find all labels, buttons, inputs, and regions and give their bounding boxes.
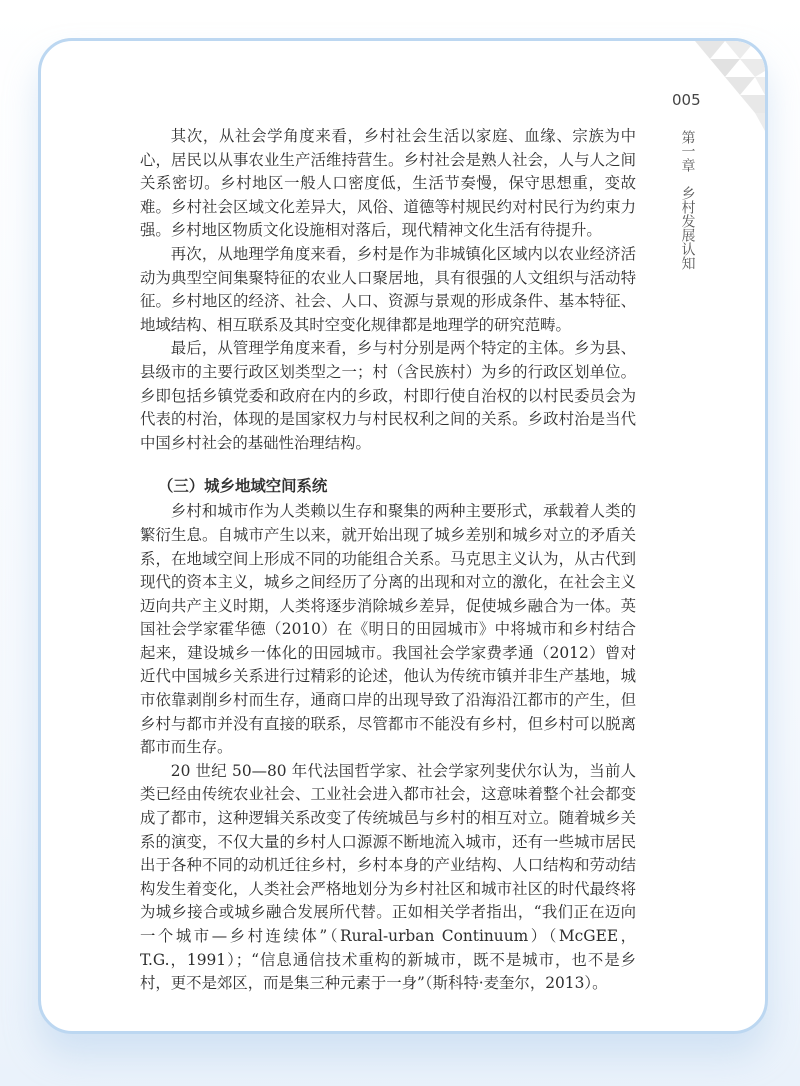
paragraph: 再次，从地理学角度来看，乡村是作为非城镇化区域内以农业经济活动为典型空间集聚特征的农业人口聚居地，具有很强的人文组织与活动特征。乡村地区的经济、社会、人口、资源与景观的形成条件、基本特征、地域结构、相互联系及其时空变化规律都是地理学的研究范畴。	[140, 244, 636, 334]
paragraph: 最后，从管理学角度来看，乡与村分别是两个特定的主体。乡为县、县级市的主要行政区划类型之一；村（含民族村）为乡的行政区划单位。乡即包括乡镇党委和政府在内的乡政，村即行使自治权的以村民委员会为代表的村治，体现的是国家权力与村民权利之间的关系。乡政村治是当代中国乡村社会的基础性治理结构。	[140, 339, 636, 452]
paragraph: 乡村和城市作为人类赖以生存和聚集的两种主要形式，承载着人类的繁衍生息。自城市产生以来，就开始出现了城乡差别和城乡对立的矛盾关系，在地域空间上形成不同的功能组合关系。马克思主义认为，从古代到现代的资本主义，城乡之间经历了分离的出现和对立的激化，在社会主义迈向共产主义时期，人类将逐步消除城乡差异，促使城乡融合为一体。英国社会学家霍华德（2010）在《明日的田园城市》中将城市和乡村结合起来，建设城乡一体化的田园城市。我国社会学家费孝通（2012）曾对近代中国城乡关系进行过精彩的论述，他认为传统市镇并非生产基地，城市依靠剥削乡村而生存，通商口岸的出现导致了沿海沿江都市的产生，但乡村与都市并没有直接的联系，尽管都市不能没有乡村，但乡村可以脱离都市而生存。	[140, 502, 636, 757]
section-heading: （三）城乡地域空间系统	[158, 477, 328, 496]
page-number: 005	[672, 91, 701, 109]
paragraph: 20 世纪 50—80 年代法国哲学家、社会学家列斐伏尔认为，当前人类已经由传统农业社会、工业社会进入都市社会，这意味着整个社会都变成了都市，这种逻辑关系改变了传统城邑与乡村的相互对立。随着城乡关系的演变，不仅大量的乡村人口源源不断地流入城市，还有一些城市居民出于各种不同的动机迁往乡村，乡村本身的产业结构、人口结构和劳动结构发生着变化，人类社会严格地划分为乡村社区和城市社区的时代最终将为城乡接合或城乡融合发展所代替。正如相关学者指出，“我们正在迈向一个城市—乡村连续体”（Rural-urban Continuum）（McGEE，T.G.，1991）；“信息通信技术重构的新城市，既不是城市，也不是乡村，更不是郊区，而是集三种元素于一身”（斯科特·麦奎尔，2013）。	[140, 761, 636, 993]
chapter-tab	[676, 130, 698, 270]
paragraph: 其次，从社会学角度来看，乡村社会生活以家庭、血缘、宗族为中心，居民以从事农业生产活维持营生。乡村社会是熟人社会，人与人之间关系密切。乡村地区一般人口密度低，生活节奏慢，保守思想重，变故难。乡村社会区域文化差异大，风俗、道德等村规民约对村民行为约束力强。乡村地区物质文化设施相对落后，现代精神文化生活有待提升。	[140, 127, 636, 240]
body-text	[140, 125, 636, 996]
chapter-title: 乡村发展认知	[679, 186, 696, 270]
chapter-number: 第一章	[679, 130, 696, 172]
